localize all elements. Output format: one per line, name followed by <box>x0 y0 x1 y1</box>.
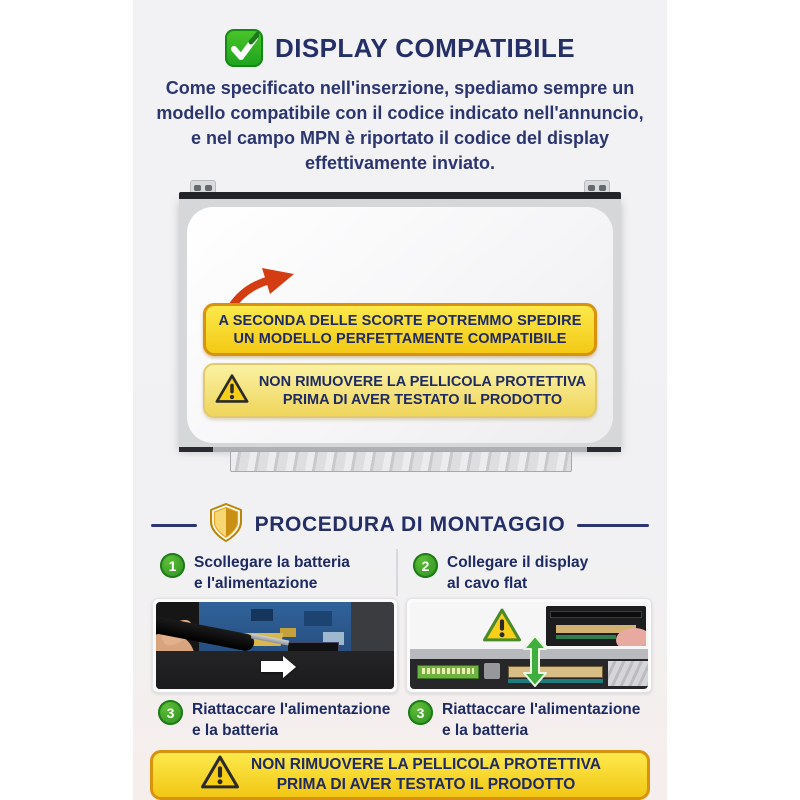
footer-warning-line: NON RIMUOVERE LA PELLICOLA PROTETTIVA <box>251 756 601 773</box>
step-1 <box>160 552 350 594</box>
page-title: DISPLAY COMPATIBILE <box>275 32 575 63</box>
white-arrow-icon <box>261 656 296 678</box>
step-3-right <box>408 699 640 741</box>
warning-triangle-icon <box>199 754 241 796</box>
step-1-badge: 1 <box>160 553 185 578</box>
shield-icon <box>209 503 243 548</box>
intro-paragraph <box>133 76 667 176</box>
footer-warning-banner <box>150 750 650 800</box>
procedure-title: PROCEDURA DI MONTAGGIO <box>254 513 566 536</box>
film-warning-line: PRIMA DI AVER TESTATO IL PRODOTTO <box>282 391 563 408</box>
stock-notice-line: UN MODELLO PERFETTAMENTE COMPATIBILE <box>233 330 567 347</box>
header <box>133 26 667 70</box>
intro-line: e nel campo MPN è riportato il codice del display <box>190 128 610 148</box>
column-divider <box>396 549 398 596</box>
step-3-label: e la batteria <box>192 722 279 739</box>
step-3-badge: 3 <box>158 700 183 725</box>
step-3-label: Riattaccare l'alimentazione <box>442 701 641 718</box>
pcb-connector <box>417 665 479 680</box>
foil-tape-strip <box>230 451 572 472</box>
step-2 <box>413 552 588 594</box>
step-2-label: Collegare il display <box>447 554 589 571</box>
foil-patch <box>608 661 648 685</box>
photo-connect-flat-cable <box>406 598 652 693</box>
finger <box>616 628 646 646</box>
stock-notice-banner <box>203 303 597 356</box>
green-check-icon <box>225 29 263 67</box>
protective-film-banner <box>203 363 597 418</box>
warning-triangle-icon <box>214 373 250 409</box>
warning-triangle-icon <box>481 607 523 649</box>
intro-line: modello compatibile con il codice indicato nell'annuncio, <box>156 103 644 123</box>
step-1-label: Scollegare la batteria <box>194 554 350 571</box>
divider-line <box>577 524 649 527</box>
connector-closeup-inset <box>546 606 646 646</box>
step-3-label: e la batteria <box>442 722 529 739</box>
film-warning-line: NON RIMUOVERE LA PELLICOLA PROTETTIVA <box>258 373 587 390</box>
photo-disconnect-battery <box>152 598 398 693</box>
intro-line: Come specificato nell'inserzione, spediamo sempre un <box>165 78 635 98</box>
green-double-arrow-icon <box>522 635 548 689</box>
divider-line <box>151 524 197 527</box>
procedure-heading <box>133 504 667 546</box>
footer-warning-line: PRIMA DI AVER TESTATO IL PRODOTTO <box>276 776 576 793</box>
intro-line: effettivamente inviato. <box>304 153 496 173</box>
step-3-left <box>158 699 390 741</box>
stock-notice-line: A SECONDA DELLE SCORTE POTREMMO SPEDIRE <box>218 312 582 329</box>
step-3-badge: 3 <box>408 700 433 725</box>
connector-clip <box>484 663 501 680</box>
step-2-badge: 2 <box>413 553 438 578</box>
step-3-label: Riattaccare l'alimentazione <box>192 701 391 718</box>
step-1-label: e l'alimentazione <box>194 575 318 592</box>
step-2-label: al cavo flat <box>447 575 528 592</box>
